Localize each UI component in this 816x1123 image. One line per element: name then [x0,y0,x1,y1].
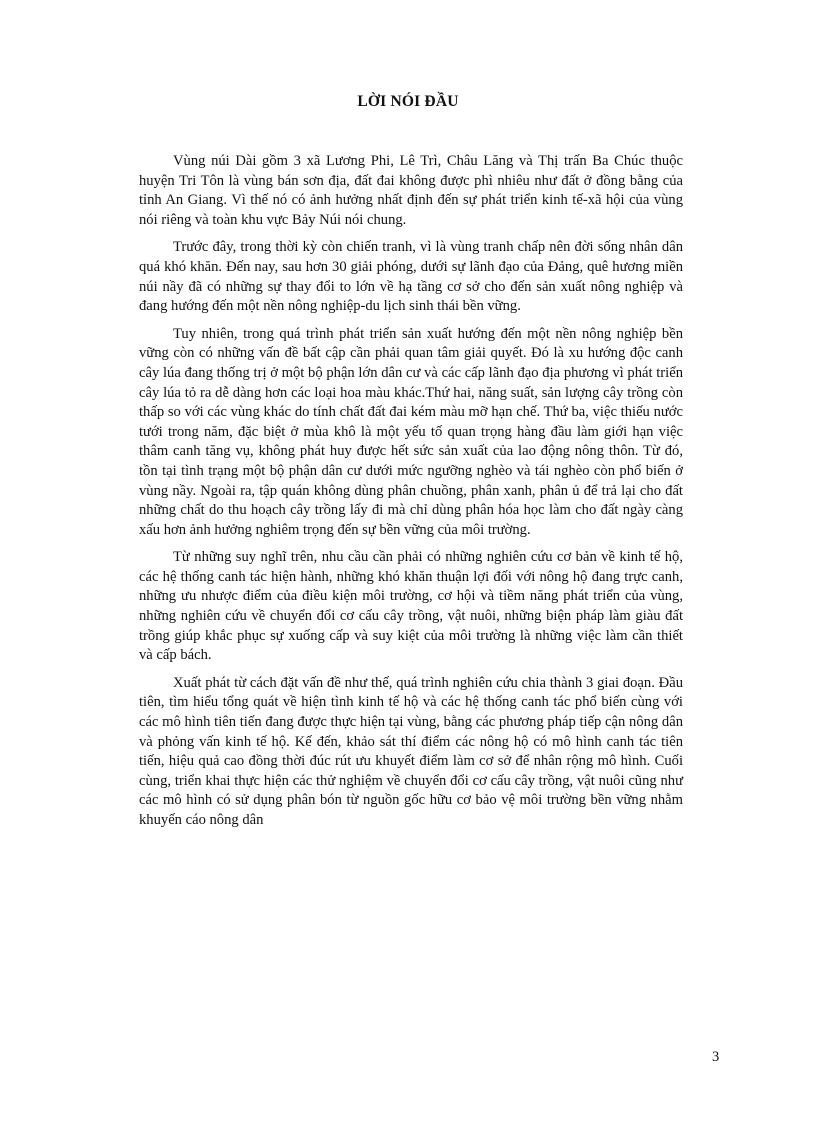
page-number: 3 [712,1049,720,1065]
page-title: LỜI NÓI ĐẦU [357,93,459,110]
paragraph-2: Trước đây, trong thời kỳ còn chiến tranh, vì là vùng tranh chấp nên đời sống nhân dân quá khó khăn. Đến nay, sau hơn 30 giải phóng, dưới sự lãnh đạo của Đảng, quê hương miền núi nầy đã có những sự thay đổi to lớn về hạ tầng cơ sở cho đến sản xuất nông nghiệp và đang hướng đến một nền nông nghiệp-du lịch sinh thái bền vững. [139,239,683,315]
paragraph-1: Vùng núi Dài gồm 3 xã Lương Phi, Lê Trì, Châu Lăng và Thị trấn Ba Chúc thuộc huyện Tri Tôn là vùng bán sơn địa, đất đai không được phì nhiêu như đất ở đồng bằng của tỉnh An Giang. Vì thế nó có ảnh hưởng nhất định đến sự phát triển kinh tế-xã hội của vùng nói riêng và toàn khu vực Bảy Núi nói chung. [139,153,683,228]
paragraph-4: Từ những suy nghĩ trên, nhu cầu cần phải có những nghiên cứu cơ bản về kinh tế hộ, các hệ thống canh tác hiện hành, những khó khăn thuận lợi đối với nông hộ đang trực canh, những ưu nhược điểm của điều kiện môi trường, cơ hội và tiềm năng phát triển của vùng, những nghiên cứu về chuyển đổi cơ cấu cây trồng, vật nuôi, những biện pháp làm giàu đất trồng giúp khắc phục sự xuống cấp và suy kiệt của môi trường là những việc làm cần thiết và cấp bách. [139,549,683,664]
paragraph-3: Tuy nhiên, trong quá trình phát triển sản xuất hướng đến một nền nông nghiệp bền vững còn có những vấn đề bất cập cần phải quan tâm giải quyết. Đó là xu hướng độc canh cây lúa đang thống trị ở một bộ phận lớn dân cư và các cấp lãnh đạo địa phương vì phát triển cây lúa tỏ ra dễ dàng hơn các loại hoa màu khác.Thứ hai, năng suất, sản lượng cây trồng còn thấp so với các vùng khác do tính chất đất đai kém màu mỡ hạn chế. Thứ ba, việc thiếu nước tưới trong năm, đặc biệt ở mùa khô là một yếu tố quan trọng hàng đầu làm giới hạn việc thâm canh tăng vụ, không phát huy được hết sức sản xuất của lao động nông thôn. Từ đó, tồn tại tình trạng một bộ phận dân cư dưới mức ngưỡng nghèo và tái nghèo còn phổ biến ở vùng nầy. Ngoài ra, tập quán không dùng phân chuồng, phân xanh, phân ủ để trả lại cho đất những chất do thu hoạch cây trồng lấy đi mà chỉ dùng phân hóa học làm cho đất ngày càng xấu hơn ảnh hưởng nghiêm trọng đến sự bền vững của môi trường. [139,325,683,538]
body-text [139,152,683,839]
paragraph-5: Xuất phát từ cách đặt vấn đề như thế, quá trình nghiên cứu chia thành 3 giai đoạn. Đầu tiên, tìm hiểu tổng quát về hiện tình kinh tế hộ và các hệ thống canh tác phổ biến cùng với các mô hình tiên tiến đang được thực hiện tại vùng, bằng các phương pháp tiếp cận nông dân và phỏng vấn kinh tế hộ. Kế đến, khảo sát thí điểm các nông hộ có mô hình canh tác tiên tiến, hiệu quả cao đồng thời đúc rút ưu khuyết điểm làm cơ sở để nhân rộng mô hình. Cuối cùng, triển khai thực hiện các thử nghiệm về chuyển đổi cơ cấu cây trồng, vật nuôi cũng như các mô hình có sử dụng phân bón từ nguồn gốc hữu cơ bảo vệ môi trường bền vững nhằm khuyến cáo nông dân [139,674,683,828]
